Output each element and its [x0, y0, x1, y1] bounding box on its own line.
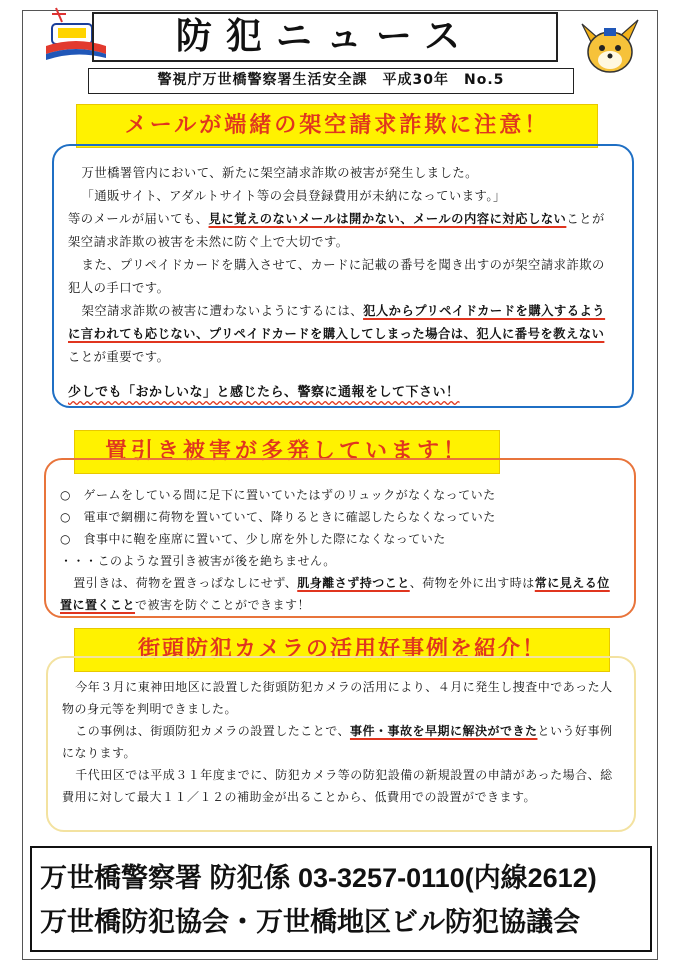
section2-banner: 置引き被害が多発しています！: [74, 430, 500, 474]
section2-paragraph: ・・・このような置引き被害が後を絶ちません。: [60, 554, 336, 568]
highlight-text: 犯人からプリペイドカードを購入するように言われても応じない、プリペイドカードを購入してしまった場合は、犯人に番号を教えない: [68, 304, 606, 341]
section2-box: [44, 458, 636, 618]
highlight-text: 肌身離さず持つこと: [297, 576, 410, 590]
section1-box: [52, 144, 634, 408]
section3-banner: 街頭防犯カメラの活用好事例を紹介！: [74, 628, 610, 672]
association-line: 万世橋防犯協会・万世橋地区ビル防犯協議会: [40, 907, 580, 937]
section3-paragraph: 今年３月に東神田地区に設置した街頭防犯カメラの活用により、４月に発生し捜査中であった人物の身元等を判明できました。: [62, 680, 613, 716]
list-item: ○ 食事中に鞄を座席に置いて、少し席を外した際になくなっていた: [60, 532, 446, 546]
section1-paragraph: 架空請求詐欺の被害に遭わないようにするには、犯人からプリペイドカードを購入するように言われても応じない、プリペイドカードを購入してしまった場合は、犯人に番号を教えないことが重要です。: [68, 304, 606, 364]
section1-paragraph: 「通販サイト、アダルトサイト等の会員登録費用が未納になっています。」: [81, 189, 506, 203]
section2-paragraph: 置引きは、荷物を置きっぱなしにせず、肌身離さず持つこと、荷物を外に出す時は常に見える位置に置くことで被害を防ぐことができます！: [60, 576, 610, 612]
highlight-text: 見に覚えのないメールは開かない、メールの内容に対応しない: [208, 212, 567, 226]
page-title: 防犯ニュース: [92, 12, 558, 62]
list-item: ○ ゲームをしている間に足下に置いていたはずのリュックがなくなっていた: [60, 488, 496, 502]
highlight-text: 常に見える位置に置くこと: [60, 576, 610, 612]
section1-paragraph: 万世橋署管内において、新たに架空請求詐欺の被害が発生しました。: [81, 166, 478, 180]
highlight-text: 事件・事故を早期に解決ができた: [349, 724, 538, 738]
section1-paragraph: また、プリペイドカードを購入させて、カードに記載の番号を聞き出すのが架空請求詐欺の犯人の手口です。: [68, 258, 605, 295]
section3-paragraph: 千代田区では平成３１年度までに、防犯カメラ等の防犯設備の新規設置の申請があった場合、総費用に対して最大１１／１２の補助金が出ることから、低費用での設置ができます。: [62, 768, 613, 804]
list-item: ○ 電車で網棚に荷物を置いていて、降りるときに確認したらなくなっていた: [60, 510, 496, 524]
section3-box: [46, 656, 636, 832]
page-subtitle: 警視庁万世橋警察署生活安全課 平成30年 No.5: [88, 68, 574, 94]
section1-paragraph: 等のメールが届いても、見に覚えのないメールは開かない、メールの内容に対応しないことが架空請求詐欺の被害を未然に防ぐ上で大切です。: [68, 212, 605, 249]
contact-footer: [30, 846, 652, 952]
section1-banner: メールが端緒の架空請求詐欺に注意！: [76, 104, 598, 148]
section1-callout: 少しでも「おかしいな」と感じたら、警察に通報をして下さい！: [68, 385, 460, 400]
mascot-icon: [572, 10, 648, 82]
section3-paragraph: この事例は、街頭防犯カメラの設置したことで、事件・事故を早期に解決ができたという好事例になります。: [62, 724, 613, 760]
contact-line: 万世橋警察署 防犯係 03-3257-0110(内線2612): [40, 863, 597, 893]
